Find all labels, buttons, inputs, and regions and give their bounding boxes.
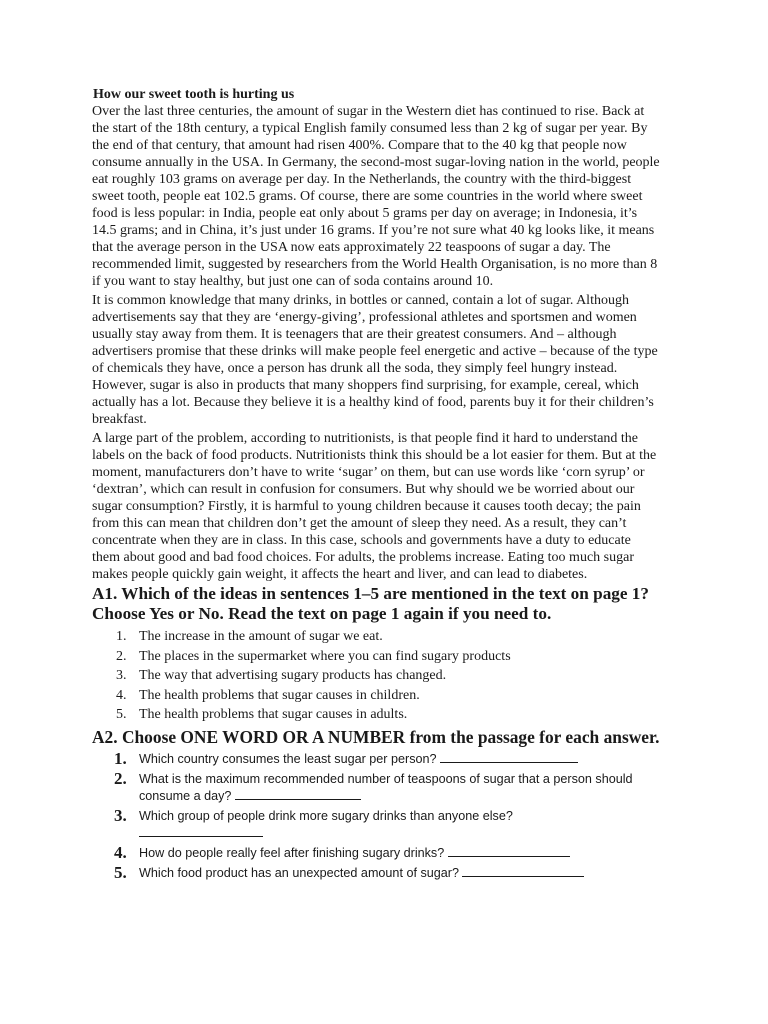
a2-question-number: 4. bbox=[114, 842, 127, 862]
a2-heading-prefix: A2. Choose bbox=[92, 726, 181, 747]
a1-statement-text: The health problems that sugar causes in adults. bbox=[139, 707, 408, 722]
a2-question-number: 3. bbox=[114, 805, 127, 825]
section-a2 bbox=[92, 727, 660, 882]
a2-question bbox=[92, 862, 660, 882]
a2-question-number: 1. bbox=[114, 748, 127, 768]
a1-statement-text: The health problems that sugar causes in children. bbox=[139, 687, 420, 703]
article-title: How our sweet tooth is hurting us bbox=[93, 87, 295, 102]
a1-statement bbox=[92, 666, 660, 686]
a1-statement bbox=[92, 686, 660, 706]
a1-statement-number: 4. bbox=[116, 687, 127, 703]
a1-statement bbox=[92, 647, 660, 667]
a1-statement-number: 1. bbox=[116, 629, 127, 644]
a2-question-list bbox=[92, 748, 660, 882]
answer-blank[interactable] bbox=[139, 825, 263, 837]
answer-blank[interactable] bbox=[448, 845, 570, 857]
answer-blank[interactable] bbox=[462, 865, 584, 877]
a2-question bbox=[92, 748, 660, 768]
a1-heading-line-2: Choose Yes or No. Read the text on page 1 again if you need to. bbox=[92, 604, 552, 623]
article-paragraph-1: Over the last three centuries, the amount of sugar in the Western diet has continued to rise. Back at the start of the 18th century, a typical English family consumed less than 2 kg of sugar per year. By the end of that century, that amount had risen 400%. Compare that to the 40 kg that people now consume annually in the USA. In Germany, the second-most sugar-loving nation in the world, people eat roughly 103 grams on average per day. In the Netherlands, the country with the third-biggest sweet tooth, people eat 102.5 grams. Of course, there are some countries in the world where sweet food is less popular: in India, people eat only about 5 grams per day on average; in Indonesia, it’s 14.5 grams; and in China, it’s just under 16 grams. If you’re not sure what 40 kg looks like, it means that the average person in the USA now eats approximately 22 teaspoons of sugar a day. The recommended limit, suggested by researchers from the World Health Organisation, is no more than 8 if you want to stay healthy, but just one can of soda contains around 10. bbox=[92, 104, 660, 289]
a1-statement-list bbox=[92, 627, 660, 725]
a1-statement bbox=[92, 627, 660, 647]
a1-statement bbox=[92, 705, 660, 725]
article-paragraph-2: It is common knowledge that many drinks, in bottles or canned, contain a lot of sugar. Although advertisements say that they are ‘energy-giving’, professional athletes and sportsmen and women usually stay away from them. It is teenagers that are their greatest consumers. And – although advertisers promise that these drinks will make people feel energetic and active – because of the type of chemicals they have, once a person has drunk all the soda, they simply feel hungry instead. However, sugar is also in products that many shoppers find surprising, for example, cereal, which actually has a lot. Because they believe it is a healthy kind of food, parents buy it for their children’s breakfast. bbox=[92, 293, 658, 427]
a2-question-text: What is the maximum recommended number of teaspoons of sugar that a person should consume a day? bbox=[139, 771, 633, 803]
article-paragraph-3: A large part of the problem, according to nutritionists, is that people find it hard to understand the labels on the back of food products. Nutritionists think this should be a lot easier for them. But at the moment, manufacturers don’t have to write ‘sugar’ on them, but can use words like ‘corn syrup’ or ‘dextran’, which can result in confusion for consumers. But why should we be worried about our sugar consumption? Firstly, it is harmful to young children because it causes tooth decay; the pain from this can mean that children don’t get the amount of sleep they need. As a result, they can’t concentrate when they are in class. In this case, schools and governments have a duty to educate them about good and bad food choices. For adults, the problems increase. Eating too much sugar makes people quickly gain weight, it affects the heart and liver, and can lead to diabetes. bbox=[92, 431, 657, 582]
section-a1 bbox=[92, 584, 660, 725]
a1-statement-number: 2. bbox=[116, 648, 127, 664]
a1-statement-text: The places in the supermarket where you can find sugary products bbox=[139, 648, 511, 664]
a1-statement-number: 5. bbox=[116, 707, 127, 722]
a1-statement-text: The way that advertising sugary products has changed. bbox=[139, 668, 447, 683]
a2-heading bbox=[92, 727, 660, 747]
a2-question bbox=[92, 805, 660, 842]
a2-heading-emphasis: ONE WORD OR A NUMBER bbox=[180, 726, 406, 747]
a2-question bbox=[92, 842, 660, 862]
answer-blank[interactable] bbox=[235, 788, 361, 800]
a2-heading-suffix: from the passage for each answer. bbox=[405, 726, 660, 747]
a1-statement-number: 3. bbox=[116, 668, 127, 683]
a2-question-text: Which food product has an unexpected amount of sugar? bbox=[139, 865, 459, 880]
a1-heading-line-1: A1. Which of the ideas in sentences 1–5 are mentioned in the text on page 1? bbox=[92, 584, 649, 603]
document-page bbox=[92, 86, 660, 885]
a2-question-number: 5. bbox=[114, 862, 127, 882]
a2-question bbox=[92, 768, 660, 805]
a1-statement-text: The increase in the amount of sugar we eat. bbox=[139, 629, 383, 644]
a2-question-text: How do people really feel after finishing sugary drinks? bbox=[139, 845, 445, 860]
a2-question-text: Which country consumes the least sugar per person? bbox=[139, 751, 437, 766]
a2-question-number: 2. bbox=[114, 768, 127, 788]
answer-blank[interactable] bbox=[440, 751, 578, 763]
a2-question-text: Which group of people drink more sugary drinks than anyone else? bbox=[139, 808, 513, 823]
